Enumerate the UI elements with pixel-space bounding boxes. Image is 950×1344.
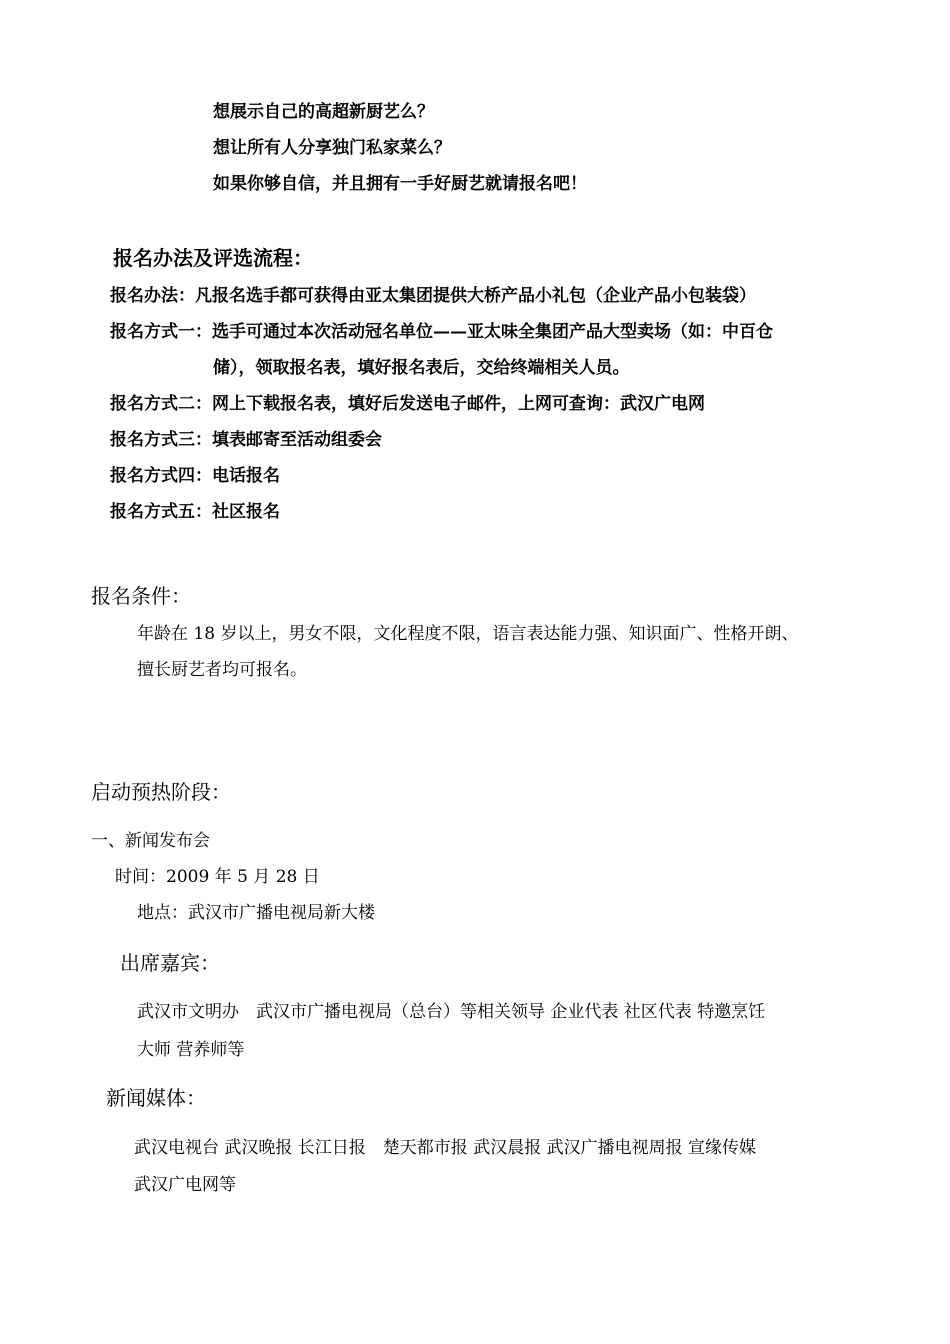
way-2-label: 报名方式二：: [110, 394, 212, 414]
registration-way-3: [110, 429, 382, 451]
method-text: 凡报名选手都可获得由亚太集团提供大桥产品小礼包（企业产品小包装袋）: [195, 286, 756, 306]
way-3-text: 填表邮寄至活动组委会: [212, 430, 382, 450]
intro-line-1: 想展示自己的高超新厨艺么？: [213, 102, 434, 122]
media-list-1: 武汉电视台 武汉晚报 长江日报 楚天都市报 武汉晨报 武汉广播电视周报 宣缘传媒: [134, 1138, 757, 1158]
guests-list-2: 大师 营养师等: [137, 1040, 245, 1060]
conditions-heading: 报名条件：: [91, 584, 191, 608]
registration-way-2: [110, 393, 705, 415]
way-1-text: 选手可通过本次活动冠名单位——亚太味全集团产品大型卖场（如：中百仓: [212, 322, 773, 342]
way-4-label: 报名方式四：: [110, 466, 212, 486]
media-list-2: 武汉广电网等: [134, 1175, 236, 1195]
registration-method: [110, 285, 756, 307]
warmup-item-1: 一、新闻发布会: [91, 831, 210, 851]
guests-list-1: 武汉市文明办 武汉市广播电视局（总台）等相关领导 企业代表 社区代表 特邀烹饪: [137, 1002, 766, 1022]
warmup-time: 时间：2009 年 5 月 28 日: [115, 867, 320, 887]
way-2-text: 网上下载报名表，填好后发送电子邮件，上网可查询：武汉广电网: [212, 394, 705, 414]
registration-way-1: [110, 321, 773, 343]
way-1-label: 报名方式一：: [110, 322, 212, 342]
guests-heading: 出席嘉宾：: [120, 951, 220, 975]
intro-line-2: 想让所有人分享独门私家菜么？: [213, 138, 451, 158]
conditions-text-1: 年龄在 18 岁以上，男女不限，文化程度不限，语言表达能力强、知识面广、性格开朗、: [137, 624, 799, 644]
registration-heading: 报名办法及评选流程：: [113, 246, 313, 270]
registration-way-4: [110, 465, 280, 487]
warmup-heading: 启动预热阶段：: [91, 780, 231, 804]
intro-line-3: 如果你够自信，并且拥有一手好厨艺就请报名吧！: [213, 174, 587, 194]
way-5-label: 报名方式五：: [110, 502, 212, 522]
method-label: 报名办法：: [110, 286, 195, 306]
registration-way-5: [110, 501, 280, 523]
media-heading: 新闻媒体：: [106, 1086, 206, 1110]
registration-way-1-continued: 储），领取报名表，填好报名表后，交给终端相关人员。: [213, 358, 630, 378]
way-4-text: 电话报名: [212, 466, 280, 486]
warmup-place: 地点：武汉市广播电视局新大楼: [137, 903, 375, 923]
way-5-text: 社区报名: [212, 502, 280, 522]
conditions-text-2: 擅长厨艺者均可报名。: [137, 660, 307, 680]
way-3-label: 报名方式三：: [110, 430, 212, 450]
